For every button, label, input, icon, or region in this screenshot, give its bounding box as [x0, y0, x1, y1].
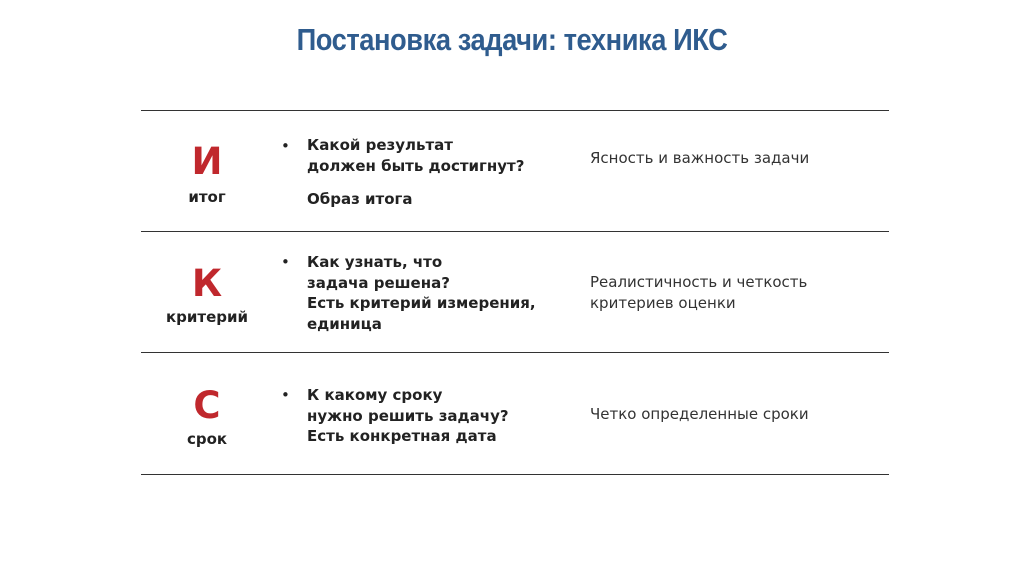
bullet-icon: •: [281, 386, 290, 404]
row-letter-label: итог: [188, 188, 226, 206]
row-criterion: [590, 404, 880, 425]
row-letter-label: критерий: [165, 308, 249, 326]
row-question: [307, 135, 577, 176]
criterion-line: Четко определенные сроки: [590, 405, 809, 423]
row-letter: С: [193, 384, 221, 427]
question-line: Есть критерий измерения,: [307, 294, 536, 312]
bullet-icon: •: [281, 137, 290, 155]
row-question: [307, 385, 577, 447]
criterion-line: Ясность и важность задачи: [590, 149, 810, 167]
bullet-icon: •: [281, 253, 290, 271]
question-line: задача решена?: [307, 273, 450, 292]
row-extra: Образ итога: [307, 190, 413, 208]
criterion-line: критериев оценки: [590, 294, 736, 312]
row-question: [307, 252, 577, 334]
row-letter: И: [191, 140, 223, 183]
question-line: Какой результат: [307, 136, 453, 154]
criterion-line: Реалистичность и четкость: [590, 273, 808, 291]
page-title: Постановка задачи: техника ИКС: [296, 22, 728, 57]
question-line: Как узнать, что: [307, 253, 443, 271]
question-line: должен быть достигнут?: [307, 156, 525, 175]
row-divider: [141, 231, 889, 232]
row-divider: [141, 352, 889, 353]
question-line: Есть конкретная дата: [307, 427, 497, 445]
row-criterion: [590, 148, 880, 169]
table-top-rule: [141, 110, 889, 111]
table-bottom-rule: [141, 474, 889, 475]
question-line: единица: [307, 314, 382, 333]
row-criterion: [590, 272, 880, 314]
row-letter-label: срок: [186, 430, 228, 448]
row-letter: К: [191, 262, 223, 305]
question-line: К какому сроку: [307, 386, 443, 404]
question-line: нужно решить задачу?: [307, 406, 509, 425]
